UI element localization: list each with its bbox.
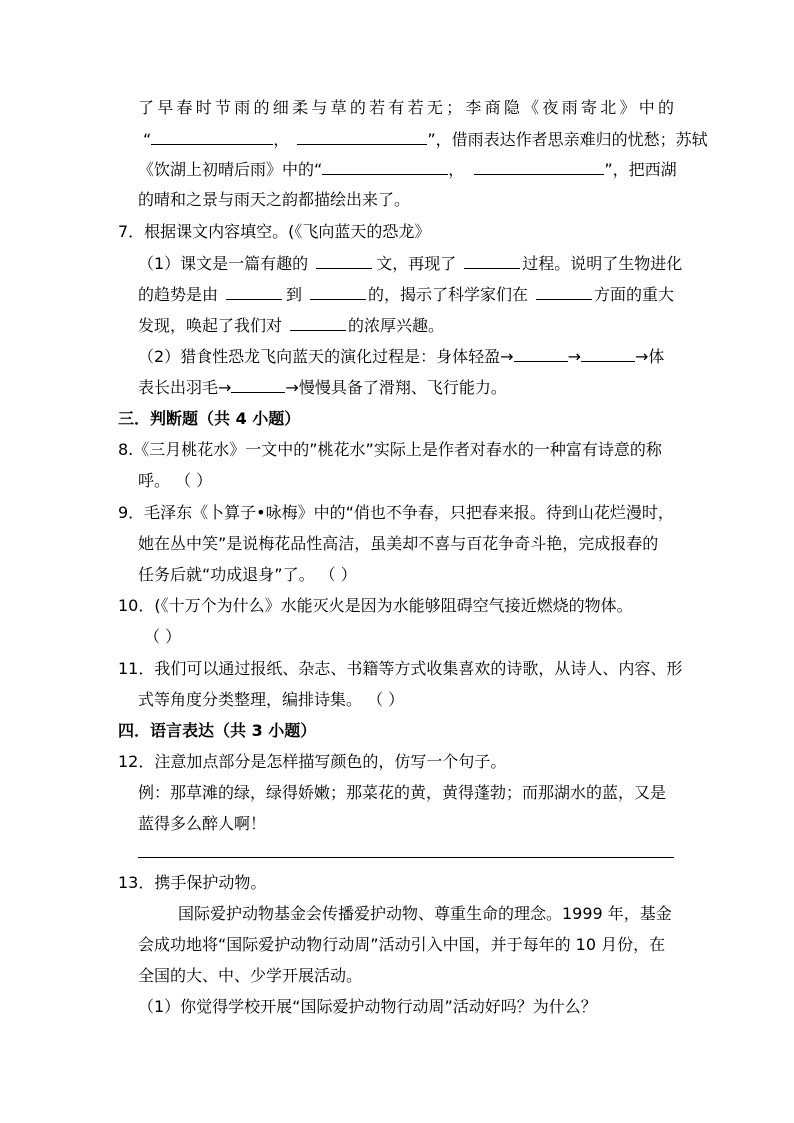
q10-line-2: （ ） <box>144 627 182 646</box>
fill-blank[interactable] <box>322 159 448 175</box>
q6-line-3 <box>138 159 677 180</box>
fill-blank[interactable] <box>297 129 427 145</box>
q12-example-line-2: 蓝得多么醉人啊！ <box>138 814 267 833</box>
fill-blank[interactable] <box>474 159 604 175</box>
q7-part1-line-2 <box>138 284 674 305</box>
q7-text: 过程。说明了生物进化 <box>522 254 683 273</box>
fill-blank[interactable] <box>151 129 273 145</box>
q9-line-1: 9．毛泽东《卜算子•咏梅》中的“俏也不争春，只把春来报。待到山花烂漫时， <box>118 503 674 522</box>
q8-line-1: 8.《三月桃花水》一文中的”桃花水”实际上是作者对春水的一种富有诗意的称 <box>118 440 662 459</box>
fill-blank[interactable] <box>536 284 592 300</box>
q7-text: 方面的重大 <box>594 285 675 304</box>
q9-line-3: 任务后就“功成退身”了。 （ ） <box>138 565 357 584</box>
q9-line-2: 她在丛中笑”是说梅花品性高洁，虽美却不喜与百花争奇斗艳，完成报春的 <box>138 534 659 553</box>
separator: ， <box>273 130 290 149</box>
separator: ， <box>448 160 465 179</box>
q13-part1-question: （1）你觉得学校开展“国际爱护动物行动周”活动好吗？为什么？ <box>138 997 597 1016</box>
fill-blank[interactable] <box>226 284 282 300</box>
q12-example-line-1: 例：那草滩的绿，绿得娇嫩；那菜花的黄，黄得蓬勃；而那湖水的蓝，又是 <box>138 783 667 802</box>
answer-line[interactable] <box>138 857 674 858</box>
q11-line-1: 11．我们可以通过报纸、杂志、书籍等方式收集喜欢的诗歌，从诗人、内容、形 <box>118 659 683 678</box>
q7-text: 表长出羽毛→ <box>138 378 232 397</box>
open-quote: “ <box>143 130 152 149</box>
q6-line-3-tail: ”，把西湖 <box>604 160 677 179</box>
q11-line-2: 式等角度分类整理，编排诗集。 （ ） <box>138 690 405 709</box>
q6-line-2 <box>143 129 708 150</box>
q13-passage-line-3: 全国的大、中、少学开展活动。 <box>138 966 363 985</box>
q7-text: 的趋势是由 <box>138 285 219 304</box>
fill-blank[interactable] <box>290 315 346 331</box>
q13-passage-line-2: 会成功地将“国际爱护动物行动周”活动引入中国，并于每年的 10 月份，在 <box>138 935 666 954</box>
q7-part1-line-1 <box>138 253 682 274</box>
q8-line-2: 呼。 （ ） <box>138 471 213 490</box>
q7-text: →慢慢具备了滑翔、飞行能力。 <box>285 378 507 397</box>
q12-line-1: 12．注意加点部分是怎样描写颜色的，仿写一个句子。 <box>118 752 507 771</box>
section-4-heading: 四．语言表达（共 3 小题） <box>118 721 317 740</box>
q13-title: 13．携手保护动物。 <box>118 873 267 892</box>
q7-title: 7．根据课文内容填空。(《飞向蓝天的恐龙》 <box>118 222 431 241</box>
q6-line-3-head: 《饮湖上初晴后雨》中的“ <box>138 160 323 179</box>
fill-blank[interactable] <box>464 253 520 269</box>
q7-text: 发现，唤起了我们对 <box>138 316 283 335</box>
arrow: → <box>567 347 581 366</box>
fill-blank[interactable] <box>310 284 366 300</box>
q7-text: 文，再现了 <box>376 254 457 273</box>
section-3-heading: 三．判断题（共 4 小题） <box>118 409 301 428</box>
q7-text: （1）课文是一篇有趣的 <box>138 254 309 273</box>
q7-text: 的，揭示了科学家们在 <box>368 285 529 304</box>
fill-blank[interactable] <box>231 377 285 393</box>
q13-passage-line-1: 国际爱护动物基金会传播爱护动物、尊重生命的理念。1999 年，基金 <box>178 904 672 923</box>
fill-blank[interactable] <box>316 253 372 269</box>
q7-part2-line-2 <box>138 377 507 398</box>
q6-line-2-tail: ”，借雨表达作者思亲难归的忧愁；苏轼 <box>427 130 708 149</box>
q7-part1-line-3 <box>138 315 444 336</box>
fill-blank[interactable] <box>514 346 568 362</box>
fill-blank[interactable] <box>581 346 635 362</box>
q10-line-1: 10．(《十万个为什么》水能灭火是因为水能够阻碍空气接近燃烧的物体。 <box>118 596 633 615</box>
q7-text: 到 <box>286 285 303 304</box>
q7-text: 的浓厚兴趣。 <box>348 316 445 335</box>
q7-part2-line-1 <box>138 346 664 367</box>
q7-text: →体 <box>635 347 665 366</box>
q6-line-4: 的晴和之景与雨天之韵都描绘出来了。 <box>138 190 411 209</box>
q6-line-1: 了早春时节雨的细柔与草的若有若无；李商隐《夜雨寄北》中的 <box>138 98 674 117</box>
q7-text: （2）猎食性恐龙飞向蓝天的演化过程是：身体轻盈→ <box>138 347 514 366</box>
